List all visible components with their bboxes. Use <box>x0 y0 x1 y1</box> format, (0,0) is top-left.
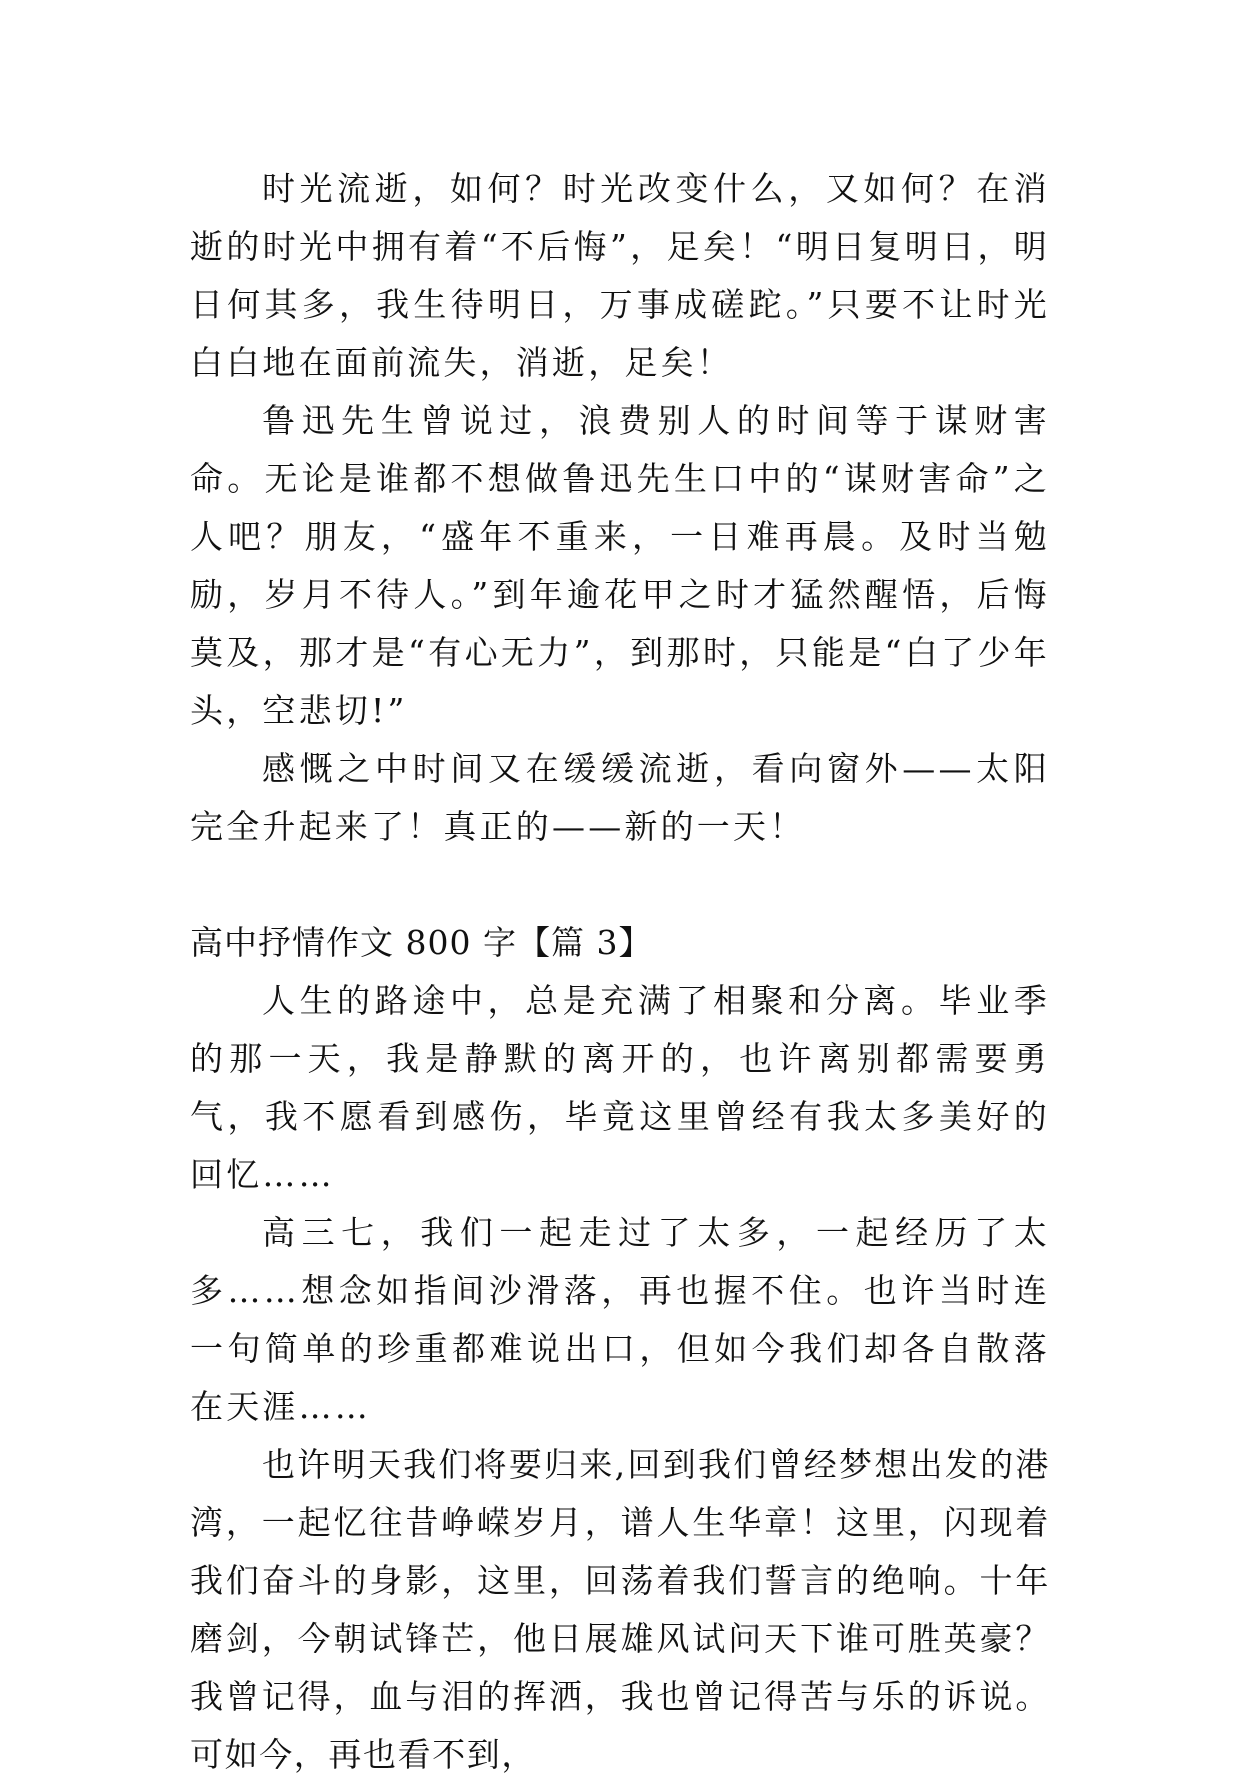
paragraph-new-day: 感慨之中时间又在缓缓流逝，看向窗外——太阳完全升起来了！真正的——新的一天！ <box>190 749 1050 846</box>
paragraph-class-memories: 高三七，我们一起走过了太多，一起经历了太多……想念如指间沙滑落，再也握不住。也许当时连一句简单的珍重都难说出口，但如今我们却各自散落在天涯…… <box>190 1213 1050 1426</box>
section-heading: 高中抒情作文 800 字【篇 3】 <box>190 923 653 962</box>
paragraph-return-harbor: 也许明天我们将要归来,回到我们曾经梦想出发的港湾，一起忆往昔峥嵘岁月，谱人生华章！这里，闪现着我们奋斗的身影，这里，回荡着我们誓言的绝响。十年磨剑，今朝试锋芒，他日展雄风试问天下谁可胜英豪？我曾记得，血与泪的挥洒，我也曾记得苦与乐的诉说。可如今，再也看不到， <box>190 1445 1050 1774</box>
paragraph-time-passing: 时光流逝，如何？时光改变什么，又如何？在消逝的时光中拥有着“不后悔”，足矣！“明日复明日，明日何其多，我生待明日，万事成磋跎。”只要不让时光白白地在面前流失，消逝，足矣！ <box>190 169 1050 382</box>
paragraph-graduation: 人生的路途中，总是充满了相聚和分离。毕业季的那一天，我是静默的离开的，也许离别都需要勇气，我不愿看到感伤，毕竟这里曾经有我太多美好的回忆…… <box>190 981 1050 1194</box>
document-body <box>190 160 1050 1784</box>
paragraph-lu-xun: 鲁迅先生曾说过，浪费别人的时间等于谋财害命。无论是谁都不想做鲁迅先生口中的“谋财害命”之人吧？朋友，“盛年不重来，一日难再晨。及时当勉励，岁月不待人。”到年逾花甲之时才猛然醒悟，后悔莫及，那才是“有心无力”，到那时，只能是“白了少年头，空悲切!” <box>190 401 1050 730</box>
